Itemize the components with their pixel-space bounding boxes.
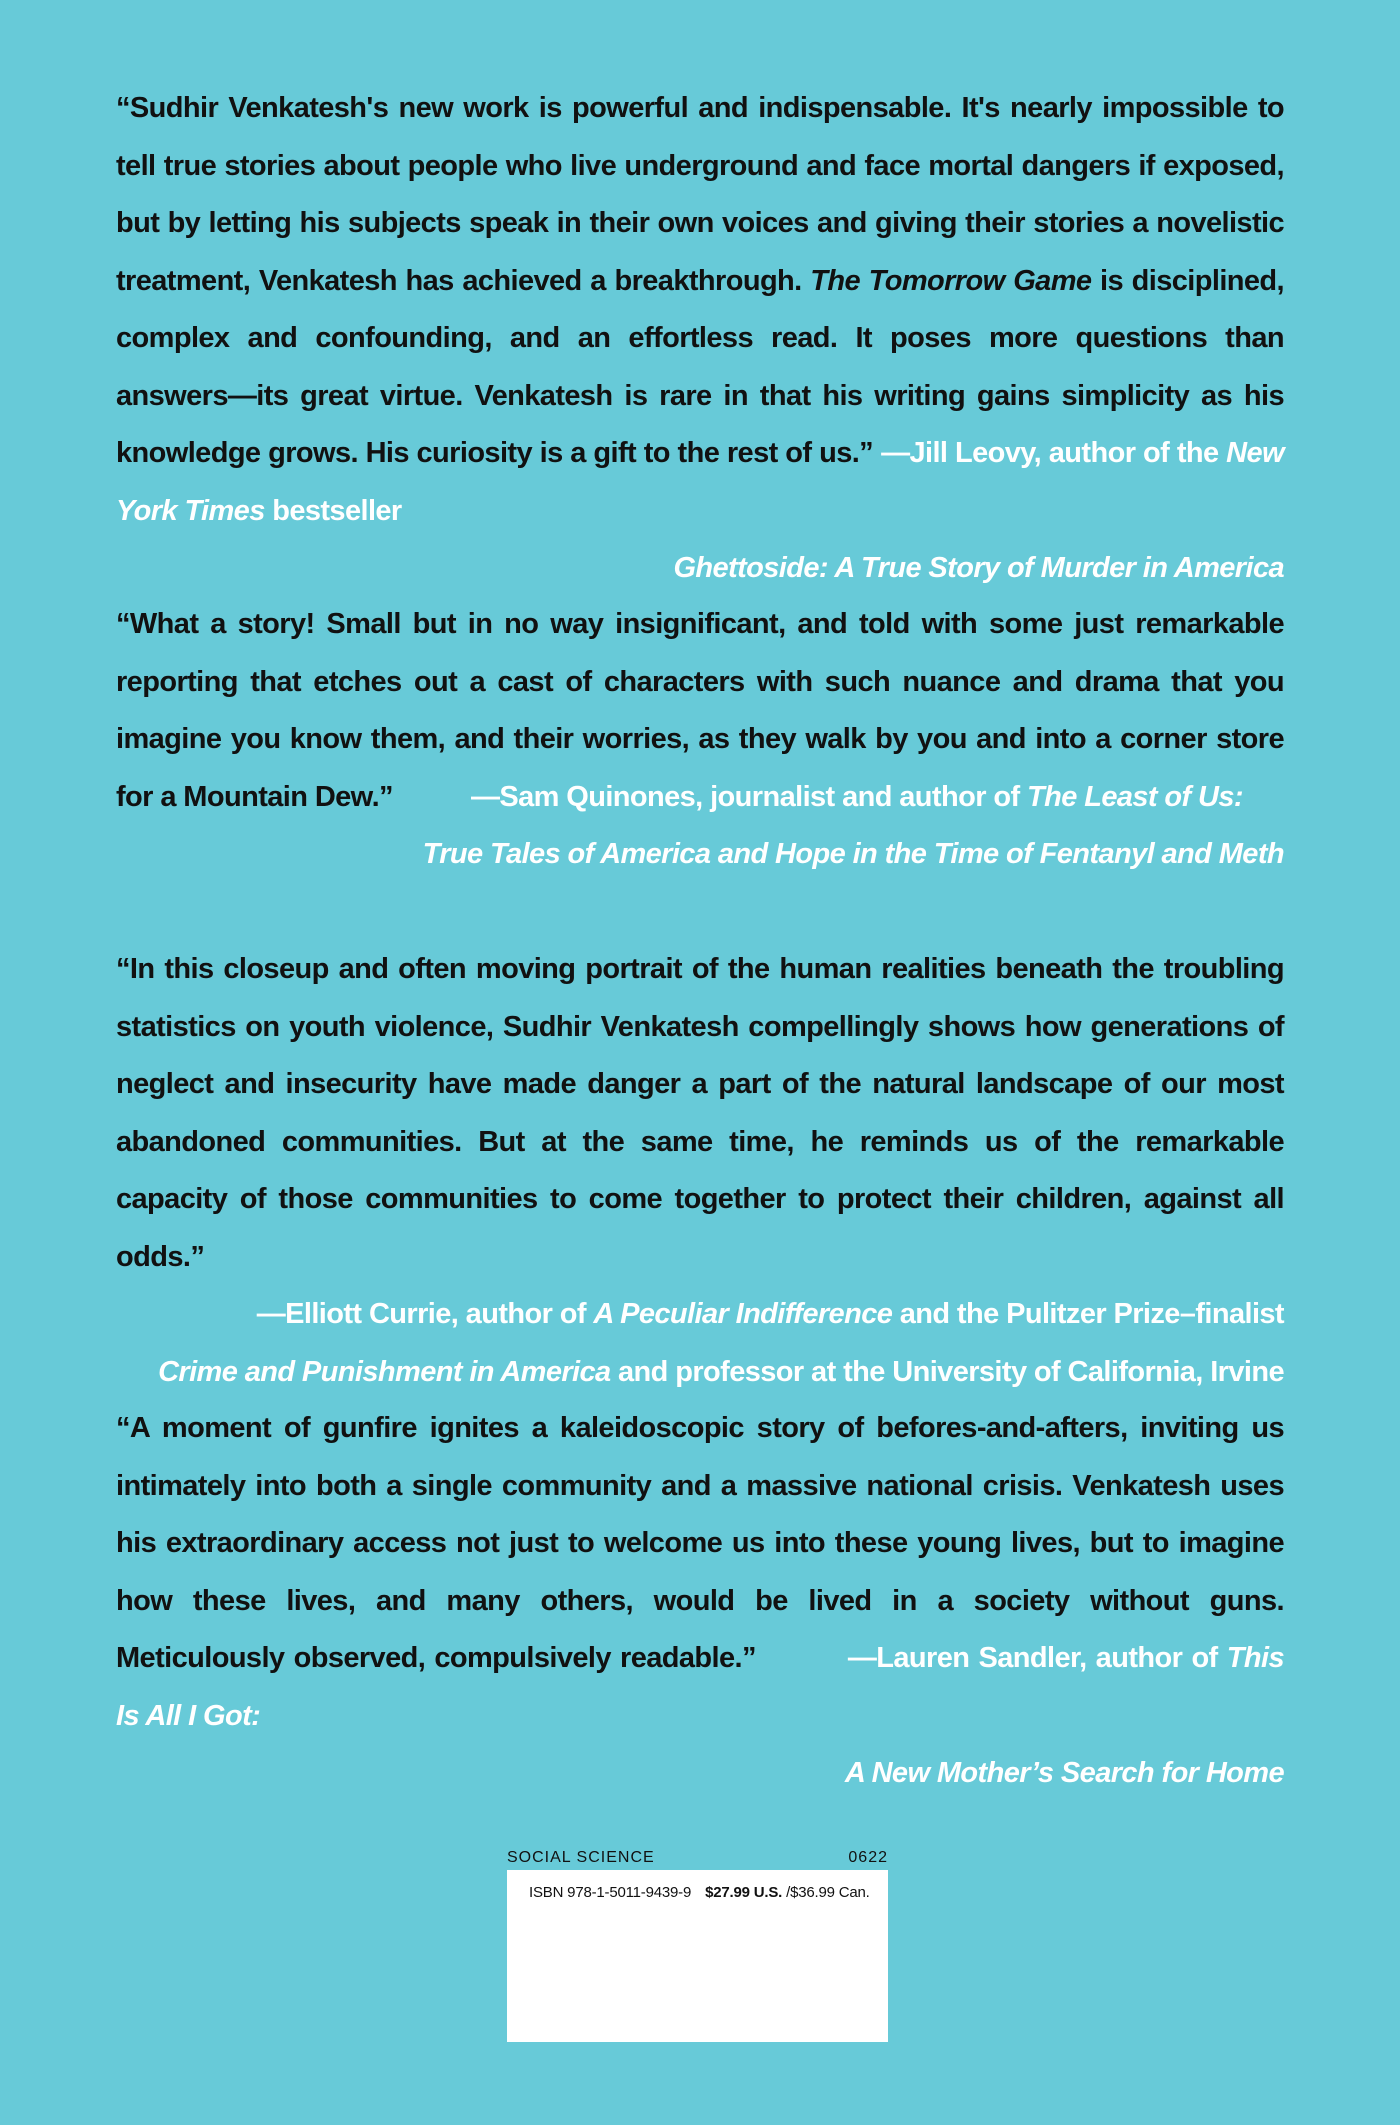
code-label: 0622	[848, 1849, 888, 1866]
blurb-quote: “What a story! Small but in no way insignificant, and told with some just remarkable reporting that etches out a cast of characters with such nuance and drama that you imagine you know them, and their worries, as they walk by you and into a corner store for a Mountain Dew.” —Sam Quinones, journalist and author of The Least of Us:	[116, 608, 1284, 813]
barcode-header	[507, 1846, 888, 1870]
price-can: /$36.99 Can.	[782, 1884, 870, 1901]
blurb-attribution: —Sam Quinones, journalist and author of The Least of Us:	[470, 780, 1243, 813]
blurb-quinones	[116, 596, 1284, 884]
blurb-quote: “In this closeup and often moving portrait of the human realities beneath the troubling statistics on youth violence, Sudhir Venkatesh compellingly shows how generations of neglect and insecurity have made danger a part of the natural landscape of our most abandoned communities. But at the same time, he reminds us of the remarkable capacity of those communities to come together to protect their children, against all odds.”	[116, 953, 1284, 1273]
book-title: The Least of Us:	[1026, 780, 1243, 813]
price-us: $27.99 U.S.	[705, 1884, 783, 1901]
isbn-line	[529, 1884, 870, 1901]
blurb-currie	[116, 941, 1284, 1401]
blurb-sandler	[116, 1400, 1284, 1803]
book-title: This Is All I Got:	[116, 1642, 1284, 1732]
book-title: Crime and Punishment in America	[158, 1355, 611, 1388]
attribution-book: Ghettoside: A True Story of Murder in America	[673, 552, 1284, 584]
blurb-attribution: —Lauren Sandler, author of This Is All I Got:	[116, 1642, 1284, 1732]
blurb-leovy	[116, 80, 1284, 598]
attribution-book: True Tales of America and Hope in the Time of Fentanyl and Meth	[422, 838, 1284, 870]
isbn: ISBN 978-1-5011-9439-9	[529, 1884, 692, 1901]
publication-name: New York Times	[116, 437, 1284, 527]
book-title: A Peculiar Indifference	[593, 1298, 893, 1330]
book-title: The Tomorrow Game	[810, 264, 1092, 297]
blurb-attribution: —Jill Leovy, author of the New York Times bestseller	[116, 437, 1284, 527]
barcode-box	[507, 1870, 888, 2042]
blurb-attribution: —Elliott Currie, author of A Peculiar Indifference and the Pulitzer Prize–finalist	[256, 1298, 1284, 1330]
category-label: SOCIAL SCIENCE	[507, 1849, 655, 1866]
blurb-attribution-cont: Crime and Punishment in America and professor at the University of California, Irvine	[158, 1355, 1284, 1388]
blurb-quote: “A moment of gunfire ignites a kaleidoscopic story of befores-and-afters, inviting us intimately into both a single community and a massive national crisis. Venkatesh uses his extraordinary access not just to welcome us into these young lives, but to imagine how these lives, and many others, would be lived in a society without guns. Meticulously observed, compulsively readable.” —Lauren Sandler, author of This Is All I Got:	[116, 1412, 1284, 1732]
barcode-area	[507, 1846, 888, 2042]
blurb-quote: “Sudhir Venkatesh's new work is powerful and indispensable. It's nearly impossible to tell true stories about people who live underground and face mortal dangers if exposed, but by letting his subjects speak in their own voices and giving their stories a novelistic treatment, Venkatesh has achieved a breakthrough. The Tomorrow Game is disciplined, complex and confounding, and an effortless read. It poses more questions than answers—its great virtue. Venkatesh is rare in that his writing gains simplicity as his knowledge grows. His curiosity is a gift to the rest of us.” —Jill Leovy, author of the New York Times bestseller	[116, 92, 1284, 527]
attribution-book: A New Mother’s Search for Home	[844, 1757, 1284, 1789]
